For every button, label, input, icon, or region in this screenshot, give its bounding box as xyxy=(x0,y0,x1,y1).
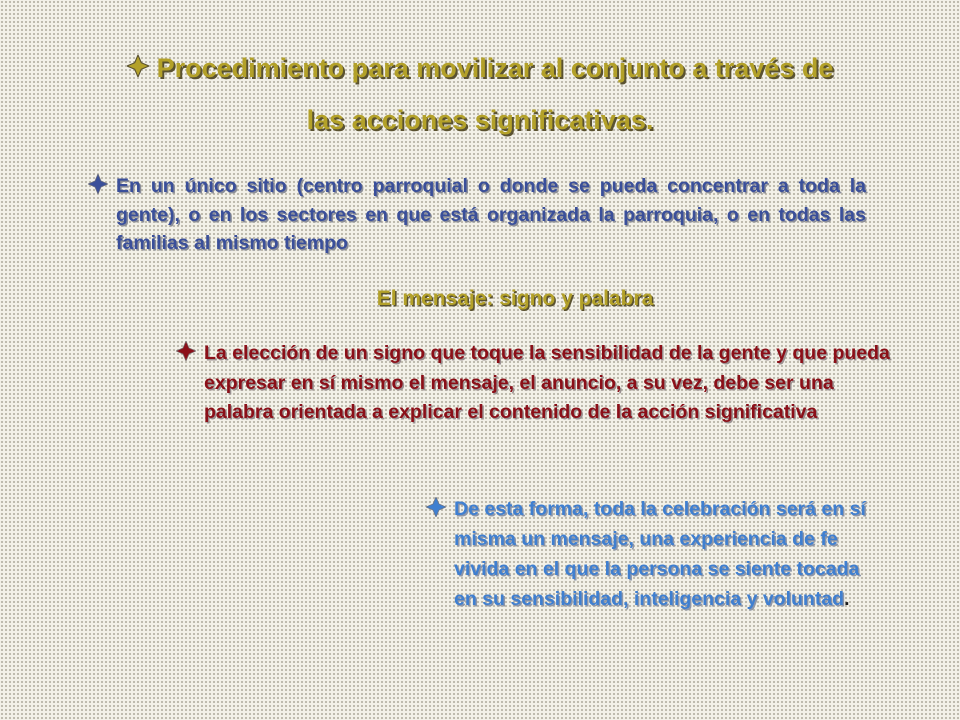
diamond-bullet-icon xyxy=(426,496,446,516)
bullet-location xyxy=(88,172,866,258)
title-text-line-2: las acciones significativas. xyxy=(306,105,654,135)
trailing-period: . xyxy=(844,588,850,610)
title-text-line-1: Procedimiento para movilizar al conjunto a través de xyxy=(156,53,834,83)
bullet-celebration xyxy=(426,494,876,614)
bullet-celebration-text: De esta forma, toda la celebración será en sí misma un mensaje, una experiencia de fe vivida en el que la persona se siente tocada en su sensibilidad, inteligencia y voluntad xyxy=(454,498,866,610)
section-subheading: El mensaje: signo y palabra xyxy=(376,287,654,310)
diamond-bullet-icon xyxy=(127,42,149,64)
bullet-location-text: En un único sitio (centro parroquial o donde se pueda concentrar a toda la gente), o en los sectores en que está organizada la parroquia, o en todas las familias al mismo tiempo xyxy=(116,175,866,254)
bullet-sign-choice xyxy=(176,339,906,428)
diamond-bullet-icon xyxy=(176,341,196,361)
diamond-bullet-icon xyxy=(88,174,108,194)
title-line-1 xyxy=(60,42,900,94)
slide-title xyxy=(60,42,900,146)
bullet-sign-choice-text: La elección de un signo que toque la sensibilidad de la gente y que pueda expresar en sí mismo el mensaje, el anuncio, a su vez, debe ser una palabra orientada a explicar el contenido de la acción significativa xyxy=(204,342,890,423)
